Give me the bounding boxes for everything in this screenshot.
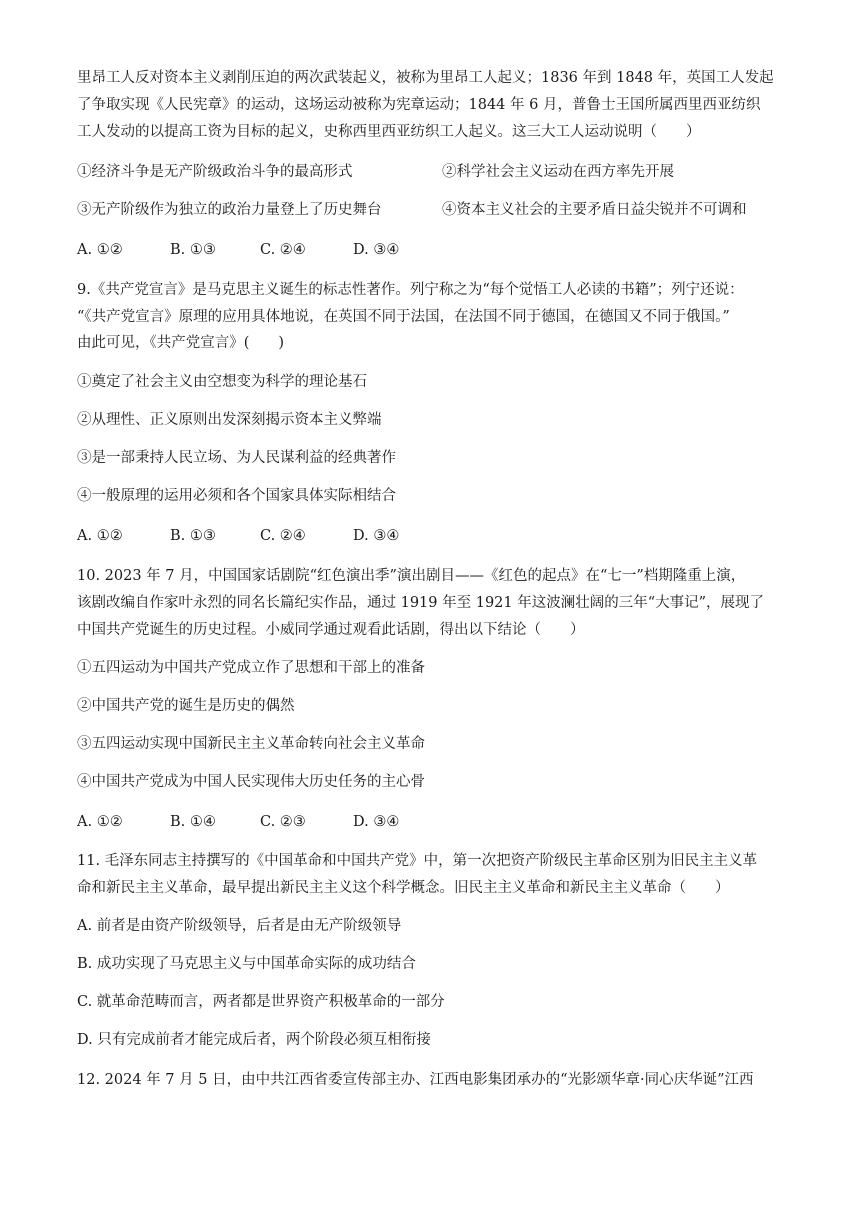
q8-stem-line: 里昂工人反对资本主义剥削压迫的两次武装起义，被称为里昂工人起义；1836 年到 1848 年，英国工人发起 xyxy=(77,70,774,86)
q8-item-3: ③无产阶级作为独立的政治力量登上了历史舞台 xyxy=(77,202,382,218)
q10-option-b: B. ①④ xyxy=(170,814,216,830)
q10-option-d: D. ③④ xyxy=(353,814,400,830)
q8-stem-line: 了争取实现《人民宪章》的运动，这场运动被称为宪章运动；1844 年 6 月，普鲁士王国所属西里西亚纺织 xyxy=(77,97,761,113)
q9-stem-line: “《共产党宣言》原理的应用具体地说，在英国不同于法国，在法国不同于德国，在德国又不同于俄国。” xyxy=(77,309,730,325)
q9-item-2: ②从理性、正义原则出发深刻揭示资本主义弊端 xyxy=(77,412,382,428)
q12-stem-line: 12. 2024 年 7 月 5 日，由中共江西省委宣传部主办、江西电影集团承办的“光影颂华章·同心庆华诞”江西 xyxy=(77,1072,754,1088)
q10-item-3: ③五四运动实现中国新民主主义革命转向社会主义革命 xyxy=(77,736,425,752)
q11-stem-line: 11. 毛泽东同志主持撰写的《中国革命和中国共产党》中，第一次把资产阶级民主革命区别为旧民主主义革 xyxy=(77,853,758,869)
q11-stem-line: 命和新民主主义革命，最早提出新民主主义这个科学概念。旧民主主义革命和新民主主义革命（ ） xyxy=(77,880,730,896)
q8-option-a: A. ①② xyxy=(77,242,123,258)
q9-stem-line: 9.《共产党宣言》是马克思主义诞生的标志性著作。列宁称之为“每个觉悟工人必读的书籍”；列宁还说： xyxy=(77,282,744,298)
q8-item-4: ④资本主义社会的主要矛盾日益尖锐并不可调和 xyxy=(442,202,747,218)
q9-option-d: D. ③④ xyxy=(353,528,400,544)
q9-item-4: ④一般原理的运用必须和各个国家具体实际相结合 xyxy=(77,488,396,504)
q10-stem-line: 该剧改编自作家叶永烈的同名长篇纪实作品，通过 1919 年至 1921 年这波澜壮阔的三年“大事记”，展现了 xyxy=(77,595,765,611)
q10-options xyxy=(77,812,399,832)
q8-option-d: D. ③④ xyxy=(353,242,400,258)
q11-choice-d: D. 只有完成前者才能完成后者，两个阶段必须互相衔接 xyxy=(77,1032,431,1048)
q9-options xyxy=(77,526,399,546)
q8-item-2: ②科学社会主义运动在西方率先开展 xyxy=(442,164,674,180)
q8-item-1: ①经济斗争是无产阶级政治斗争的最高形式 xyxy=(77,164,353,180)
q9-option-a: A. ①② xyxy=(77,528,123,544)
q10-stem-line: 10. 2023 年 7 月，中国国家话剧院“红色演出季”演出剧目——《红色的起点》在“七一”档期隆重上演， xyxy=(77,568,746,584)
q8-option-b: B. ①③ xyxy=(170,242,216,258)
q11-choice-a: A. 前者是由资产阶级领导，后者是由无产阶级领导 xyxy=(77,918,402,934)
q10-item-1: ①五四运动为中国共产党成立作了思想和干部上的准备 xyxy=(77,660,425,676)
q10-item-4: ④中国共产党成为中国人民实现伟大历史任务的主心骨 xyxy=(77,774,425,790)
q9-stem-line: 由此可见，《共产党宣言》( ) xyxy=(77,335,285,351)
q8-stem-line: 工人发动的以提高工资为目标的起义，史称西里西亚纺织工人起义。这三大工人运动说明（ ） xyxy=(77,124,701,140)
q9-item-1: ①奠定了社会主义由空想变为科学的理论基石 xyxy=(77,374,367,390)
q9-item-3: ③是一部秉持人民立场、为人民谋利益的经典著作 xyxy=(77,450,396,466)
q10-item-2: ②中国共产党的诞生是历史的偶然 xyxy=(77,698,295,714)
q9-option-b: B. ①③ xyxy=(170,528,216,544)
q9-option-c: C. ②④ xyxy=(260,528,306,544)
q11-choice-c: C. 就革命范畴而言，两者都是世界资产积极革命的一部分 xyxy=(77,994,445,1010)
q10-stem-line: 中国共产党诞生的历史过程。小威同学通过观看此话剧，得出以下结论（ ） xyxy=(77,622,585,638)
q10-option-a: A. ①② xyxy=(77,814,123,830)
q10-option-c: C. ②③ xyxy=(260,814,306,830)
q11-choice-b: B. 成功实现了马克思主义与中国革命实际的成功结合 xyxy=(77,956,416,972)
q8-option-c: C. ②④ xyxy=(260,242,306,258)
q8-options xyxy=(77,240,399,260)
